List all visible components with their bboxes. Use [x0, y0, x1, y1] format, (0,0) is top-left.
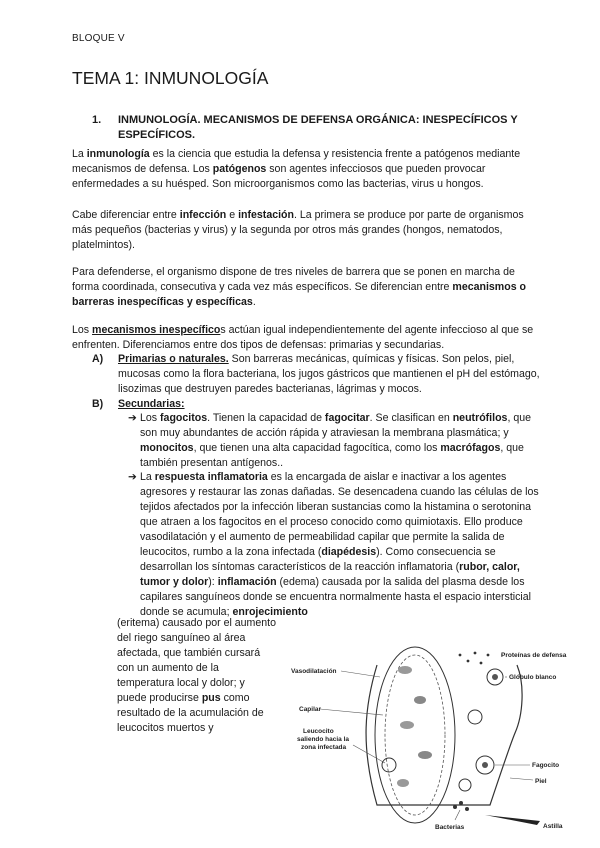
bacteria-icon [459, 801, 463, 805]
text: , que son muy abundantes de acción rápida y atraviesan la membrana plasmática; y [140, 412, 531, 439]
label-bacterias: Bacterias [435, 824, 465, 831]
white-cell-nucleus-icon [492, 674, 498, 680]
text: Son barreras mecánicas, químicas y físicas. Son pelos, piel, mucosas como la flora bacteriana, los jugos gástricos que mantienen el pH del estómago, lisozimas que destruyen paredes bacterianas, lágrimas y mocos. [118, 353, 540, 395]
term: enrojecimiento [232, 606, 308, 618]
text: . Se clasifican en [369, 412, 453, 424]
arrow-bullet-icon: ➔ [128, 412, 137, 424]
list-item-primarias [92, 352, 542, 397]
term: respuesta inflamatoria [154, 471, 268, 483]
red-cell-icon [397, 779, 409, 787]
term-mecanismos: mecanismos o barreras inespecíficas y específicas [72, 281, 527, 308]
paragraph-barriers [72, 265, 542, 310]
list-heading: Secundarias: [118, 398, 185, 410]
list-item-secundarias [92, 397, 542, 412]
term: fagocitar [324, 412, 370, 424]
label-capilar: Capilar [299, 706, 322, 713]
label-leucocito-3: zona infectada [301, 744, 347, 751]
page-header: BLOQUE V [72, 33, 125, 44]
text: . La primera se produce por parte de organismos más pequeños (bacterias y virus) y la segunda por otros más grandes (hongos, nematodos, platelmintos). [72, 209, 524, 251]
text: Los [140, 412, 161, 424]
term: inflamación [217, 576, 277, 588]
paragraph-eritema [117, 616, 277, 736]
list-heading: Primarias o naturales. [118, 353, 229, 365]
protein-dot-icon [474, 652, 477, 655]
paragraph-inespecificos [72, 323, 542, 353]
capillary-inner [385, 655, 445, 815]
text: , que tienen una alta capacidad fagocítica, como los [193, 442, 441, 454]
label-leucocito-2: saliendo hacia la [297, 736, 350, 743]
list-label: B) [92, 398, 104, 410]
text: ). Como consecuencia se desarrollan los síntomas característicos de la reacción inflamatoria ( [140, 546, 496, 573]
text: Para defenderse, el organismo dispone de tres niveles de barrera que se ponen en marcha de forma coordinada, consecutiva y cada vez más específicos. Se diferencian entre [72, 266, 515, 293]
text: es la ciencia que estudia la defensa y resistencia frente a patógenos mediante mecanismos de defensa. Los [72, 148, 521, 175]
text: La [72, 148, 87, 160]
section-heading [92, 113, 532, 143]
text: Cabe diferenciar entre [72, 209, 180, 221]
term: fagocitos [160, 412, 208, 424]
page-title: TEMA 1: INMUNOLOGÍA [72, 68, 269, 88]
section-number: 1. [92, 114, 102, 126]
protein-dot-icon [467, 660, 470, 663]
text: , que también presentan antígenos.. [140, 442, 524, 469]
text: La [140, 471, 155, 483]
term-inmunologia: inmunología [86, 148, 150, 160]
list-label: A) [92, 353, 104, 365]
term-mecanismos-inespecificos: mecanismos inespecífico [92, 324, 221, 336]
term: neutrófilos [452, 412, 508, 424]
text: . [252, 296, 256, 308]
text: . Tienen la capacidad de [207, 412, 325, 424]
text: (eritema) causado por el aumento del riego sanguíneo al área afectada, que también cursará con un aumento de la temperatura local y dolor; y puede producirse [117, 617, 276, 704]
leader-line [353, 745, 385, 763]
term-pus: pus [201, 692, 221, 704]
protein-dot-icon [487, 654, 490, 657]
inflammation-diagram [285, 625, 585, 835]
term-infestacion: infestación [238, 209, 294, 221]
protein-dot-icon [480, 662, 483, 665]
red-cell-icon [400, 721, 414, 729]
term: monocitos [140, 442, 194, 454]
text: e [226, 209, 239, 221]
bacteria-icon [453, 805, 457, 809]
label-globulo: Glóbulo blanco [509, 674, 557, 681]
leukocyte-icon [382, 758, 396, 772]
label-piel: Piel [535, 778, 547, 785]
tissue-outline [366, 665, 522, 805]
text: Los [72, 324, 93, 336]
leader-line [320, 709, 383, 715]
capillary-wall [375, 647, 455, 823]
text: ): [208, 576, 218, 588]
leader-line [455, 810, 460, 820]
term-infeccion: infección [179, 209, 227, 221]
red-cell-icon [418, 751, 432, 759]
text: s actúan igual independientemente del agente infeccioso al que se enfrenten. Diferenciamos entre dos tipos de defensas: primarias y secundarias. [72, 324, 534, 351]
term: rubor, calor, tumor y dolor [140, 561, 520, 588]
white-cell-icon [468, 710, 482, 724]
protein-dot-icon [459, 654, 462, 657]
paragraph-infection [72, 208, 542, 253]
label-fagocito: Fagocito [532, 762, 560, 769]
text: es la encargada de aislar e inactivar a los agentes agresores y restaurar las zonas dañadas. Se desencadena cuando las células de los tejidos afectados por la infección liberan sustancias como la histamina o serotonina que atraen a los fagocitos en el proceso conocido como quimiotaxis. Ello produce vasodilatación y el aumento de permeabilidad capilar que permite la salida de leucocitos, rumbo a la zona infectada ( [140, 471, 539, 558]
bacteria-icon [465, 807, 469, 811]
term: macrófagos [440, 442, 501, 454]
leader-line [510, 778, 533, 780]
bullet-fagocitos [128, 411, 542, 471]
text: son agentes infecciosos que pueden provocar enfermedades a su huésped. Son microorganismos como las bacterias, virus u hongos. [72, 163, 486, 190]
splinter-icon [485, 815, 540, 825]
bullet-respuesta-inflamatoria [128, 470, 542, 620]
arrow-bullet-icon: ➔ [128, 471, 137, 483]
section-title: INMUNOLOGÍA. MECANISMOS DE DEFENSA ORGÁNICA: INESPECÍFICOS Y ESPECÍFICOS. [118, 114, 518, 141]
white-cell-icon [459, 779, 471, 791]
label-astilla: Astilla [543, 823, 563, 830]
text: (edema) causada por la salida del plasma desde los capilares sanguíneos donde se encuentra normalmente hasta el espacio intersticial donde se acumula; [140, 576, 532, 618]
paragraph-immunology [72, 147, 542, 192]
label-leucocito-1: Leucocito [303, 728, 334, 735]
text: como resultado de la acumulación de leucocitos muertos y [117, 692, 264, 734]
red-cell-icon [398, 666, 412, 674]
label-vasodilatacion: Vasodilatación [291, 668, 337, 675]
term-patogenos: patógenos [212, 163, 267, 175]
label-proteinas: Proteínas de defensa [501, 652, 567, 659]
phagocyte-nucleus-icon [482, 762, 488, 768]
red-cell-icon [414, 696, 426, 704]
term: diapédesis [321, 546, 377, 558]
